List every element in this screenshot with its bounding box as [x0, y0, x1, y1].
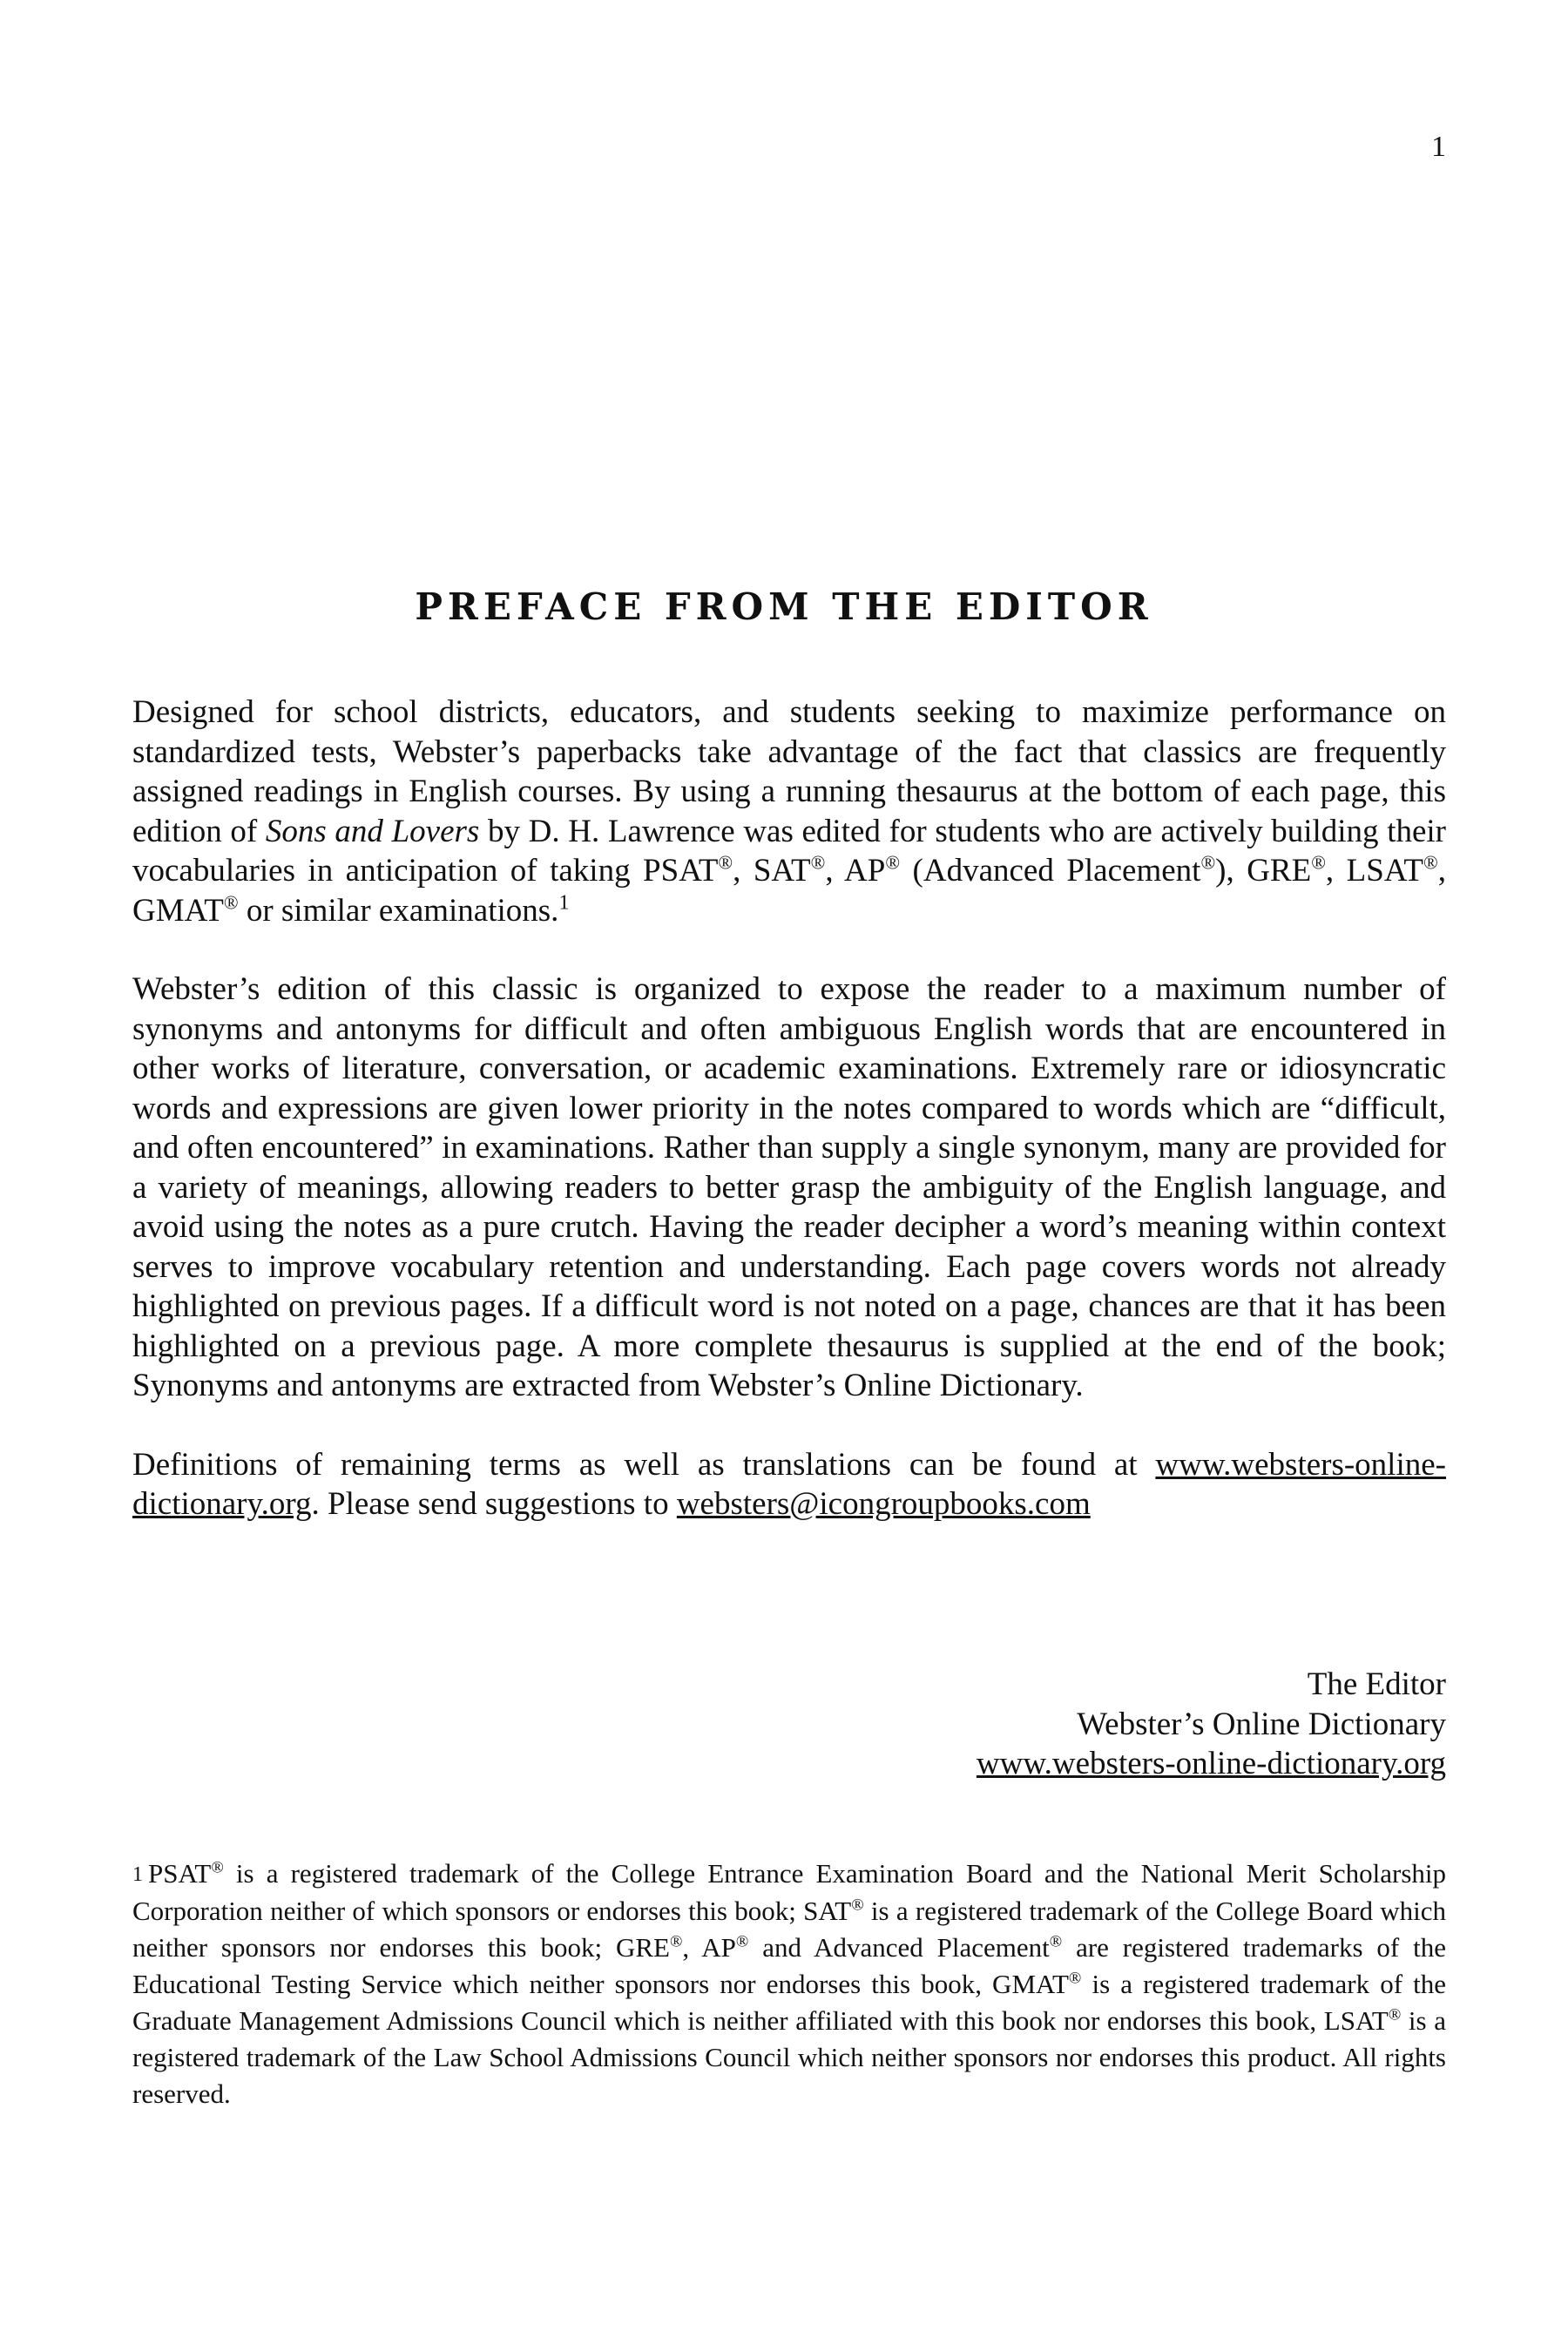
registered-mark: ®	[223, 891, 239, 914]
signature-organization: Webster’s Online Dictionary	[1077, 1706, 1446, 1742]
page-title: PREFACE FROM THE EDITOR	[415, 585, 1153, 628]
footnote-number: 1	[132, 1863, 143, 1886]
text-run: is a registered trademark of the College Entrance Examination Board and the National Merit Scholarship Corporation neither of which sponsors or endorses this book; SAT	[132, 1858, 1446, 1926]
registered-mark: ®	[885, 851, 901, 874]
text-run: (Advanced Placement	[900, 853, 1201, 889]
text-run: is a registered trademark of the Law School Admissions Council which neither sponsors nor endorses this product. All rights reserved.	[132, 2005, 1446, 2109]
registered-mark: ®	[669, 1932, 683, 1951]
text-run: , LSAT	[1325, 853, 1424, 889]
text-run: . Please send suggestions to	[311, 1486, 677, 1522]
email-link[interactable]: websters@icongroupbooks.com	[676, 1486, 1091, 1522]
text-run: , AP	[825, 853, 886, 889]
footnote-reference[interactable]: 1	[558, 891, 570, 915]
text-run: , GMAT	[132, 853, 1447, 929]
signature-name: The Editor	[1307, 1666, 1446, 1702]
text-run: Designed for school districts, educators, and students seeking to maximize performance on standardized tests, Webster’s paperbacks take advantage of the fact that classics are frequently assigned readings in English courses. By using a running thesaurus at the bottom of each page, this edition of	[132, 694, 1446, 849]
footnote	[132, 1855, 1446, 2112]
paragraph-definitions	[132, 1445, 1446, 1524]
text-run: or similar examinations.	[238, 892, 559, 929]
registered-mark: ®	[211, 1858, 224, 1877]
text-run: is a registered trademark of the College Board which neither sponsors nor endorses this book; GRE	[132, 1896, 1447, 1963]
book-title: Sons and Lovers	[265, 813, 480, 849]
signature-website-link[interactable]: www.websters-online-dictionary.org	[976, 1746, 1446, 1781]
text-run: and Advanced Placement	[748, 1932, 1050, 1963]
paragraph-intro	[132, 693, 1446, 930]
text-run: ), GRE	[1215, 853, 1312, 889]
registered-mark: ®	[1423, 851, 1438, 874]
text-run: are registered trademarks of the Educational Testing Service which neither sponsors nor endorses this book, GMAT	[132, 1932, 1446, 1999]
registered-mark: ®	[851, 1896, 864, 1915]
registered-mark: ®	[735, 1932, 749, 1951]
text-run: is a registered trademark of the Graduate Management Admissions Council which is neither affiliated with this book nor endorses this book, LSAT	[132, 1969, 1447, 2036]
editor-signature	[977, 1665, 1446, 1784]
registered-mark: ®	[718, 851, 733, 874]
text-run: Definitions of remaining terms as well as translations can be found at	[132, 1446, 1156, 1483]
preface-body	[132, 693, 1446, 1564]
text-run: PSAT	[148, 1858, 212, 1889]
website-link[interactable]: www.websters-online-dictionary.org	[132, 1446, 1446, 1522]
registered-mark: ®	[1200, 851, 1216, 874]
registered-mark: ®	[810, 851, 826, 874]
paragraph-organization: Webster’s edition of this classic is organized to expose the reader to a maximum number of synonyms and antonyms for difficult and often ambiguous English words that are encountered in other works of literature, conversation, or academic examinations. Extremely rare or idiosyncratic words and expressions are given lower priority in the notes compared to words which are “difficult, and often encountered” in examinations. Rather than supply a single synonym, many are provided for a variety of meanings, allowing readers to better grasp the ambiguity of the English language, and avoid using the notes as a pure crutch. Having the reader decipher a word’s meaning within context serves to improve vocabulary retention and understanding. Each page covers words not already highlighted on previous pages. If a difficult word is not noted on a page, chances are that it has been highlighted on a previous page. A more complete thesaurus is supplied at the end of the book; Synonyms and antonyms are extracted from Webster’s Online Dictionary.	[132, 971, 1446, 1403]
text-run: , SAT	[733, 853, 811, 889]
registered-mark: ®	[1311, 851, 1326, 874]
registered-mark: ®	[1388, 2005, 1402, 2024]
registered-mark: ®	[1068, 1969, 1082, 1988]
text-run: , AP	[682, 1932, 736, 1963]
registered-mark: ®	[1049, 1932, 1063, 1951]
text-run: by D. H. Lawrence was edited for students who are actively building their vocabularies in anticipation of taking PSAT	[132, 813, 1447, 889]
page-number: 1	[1431, 131, 1446, 163]
